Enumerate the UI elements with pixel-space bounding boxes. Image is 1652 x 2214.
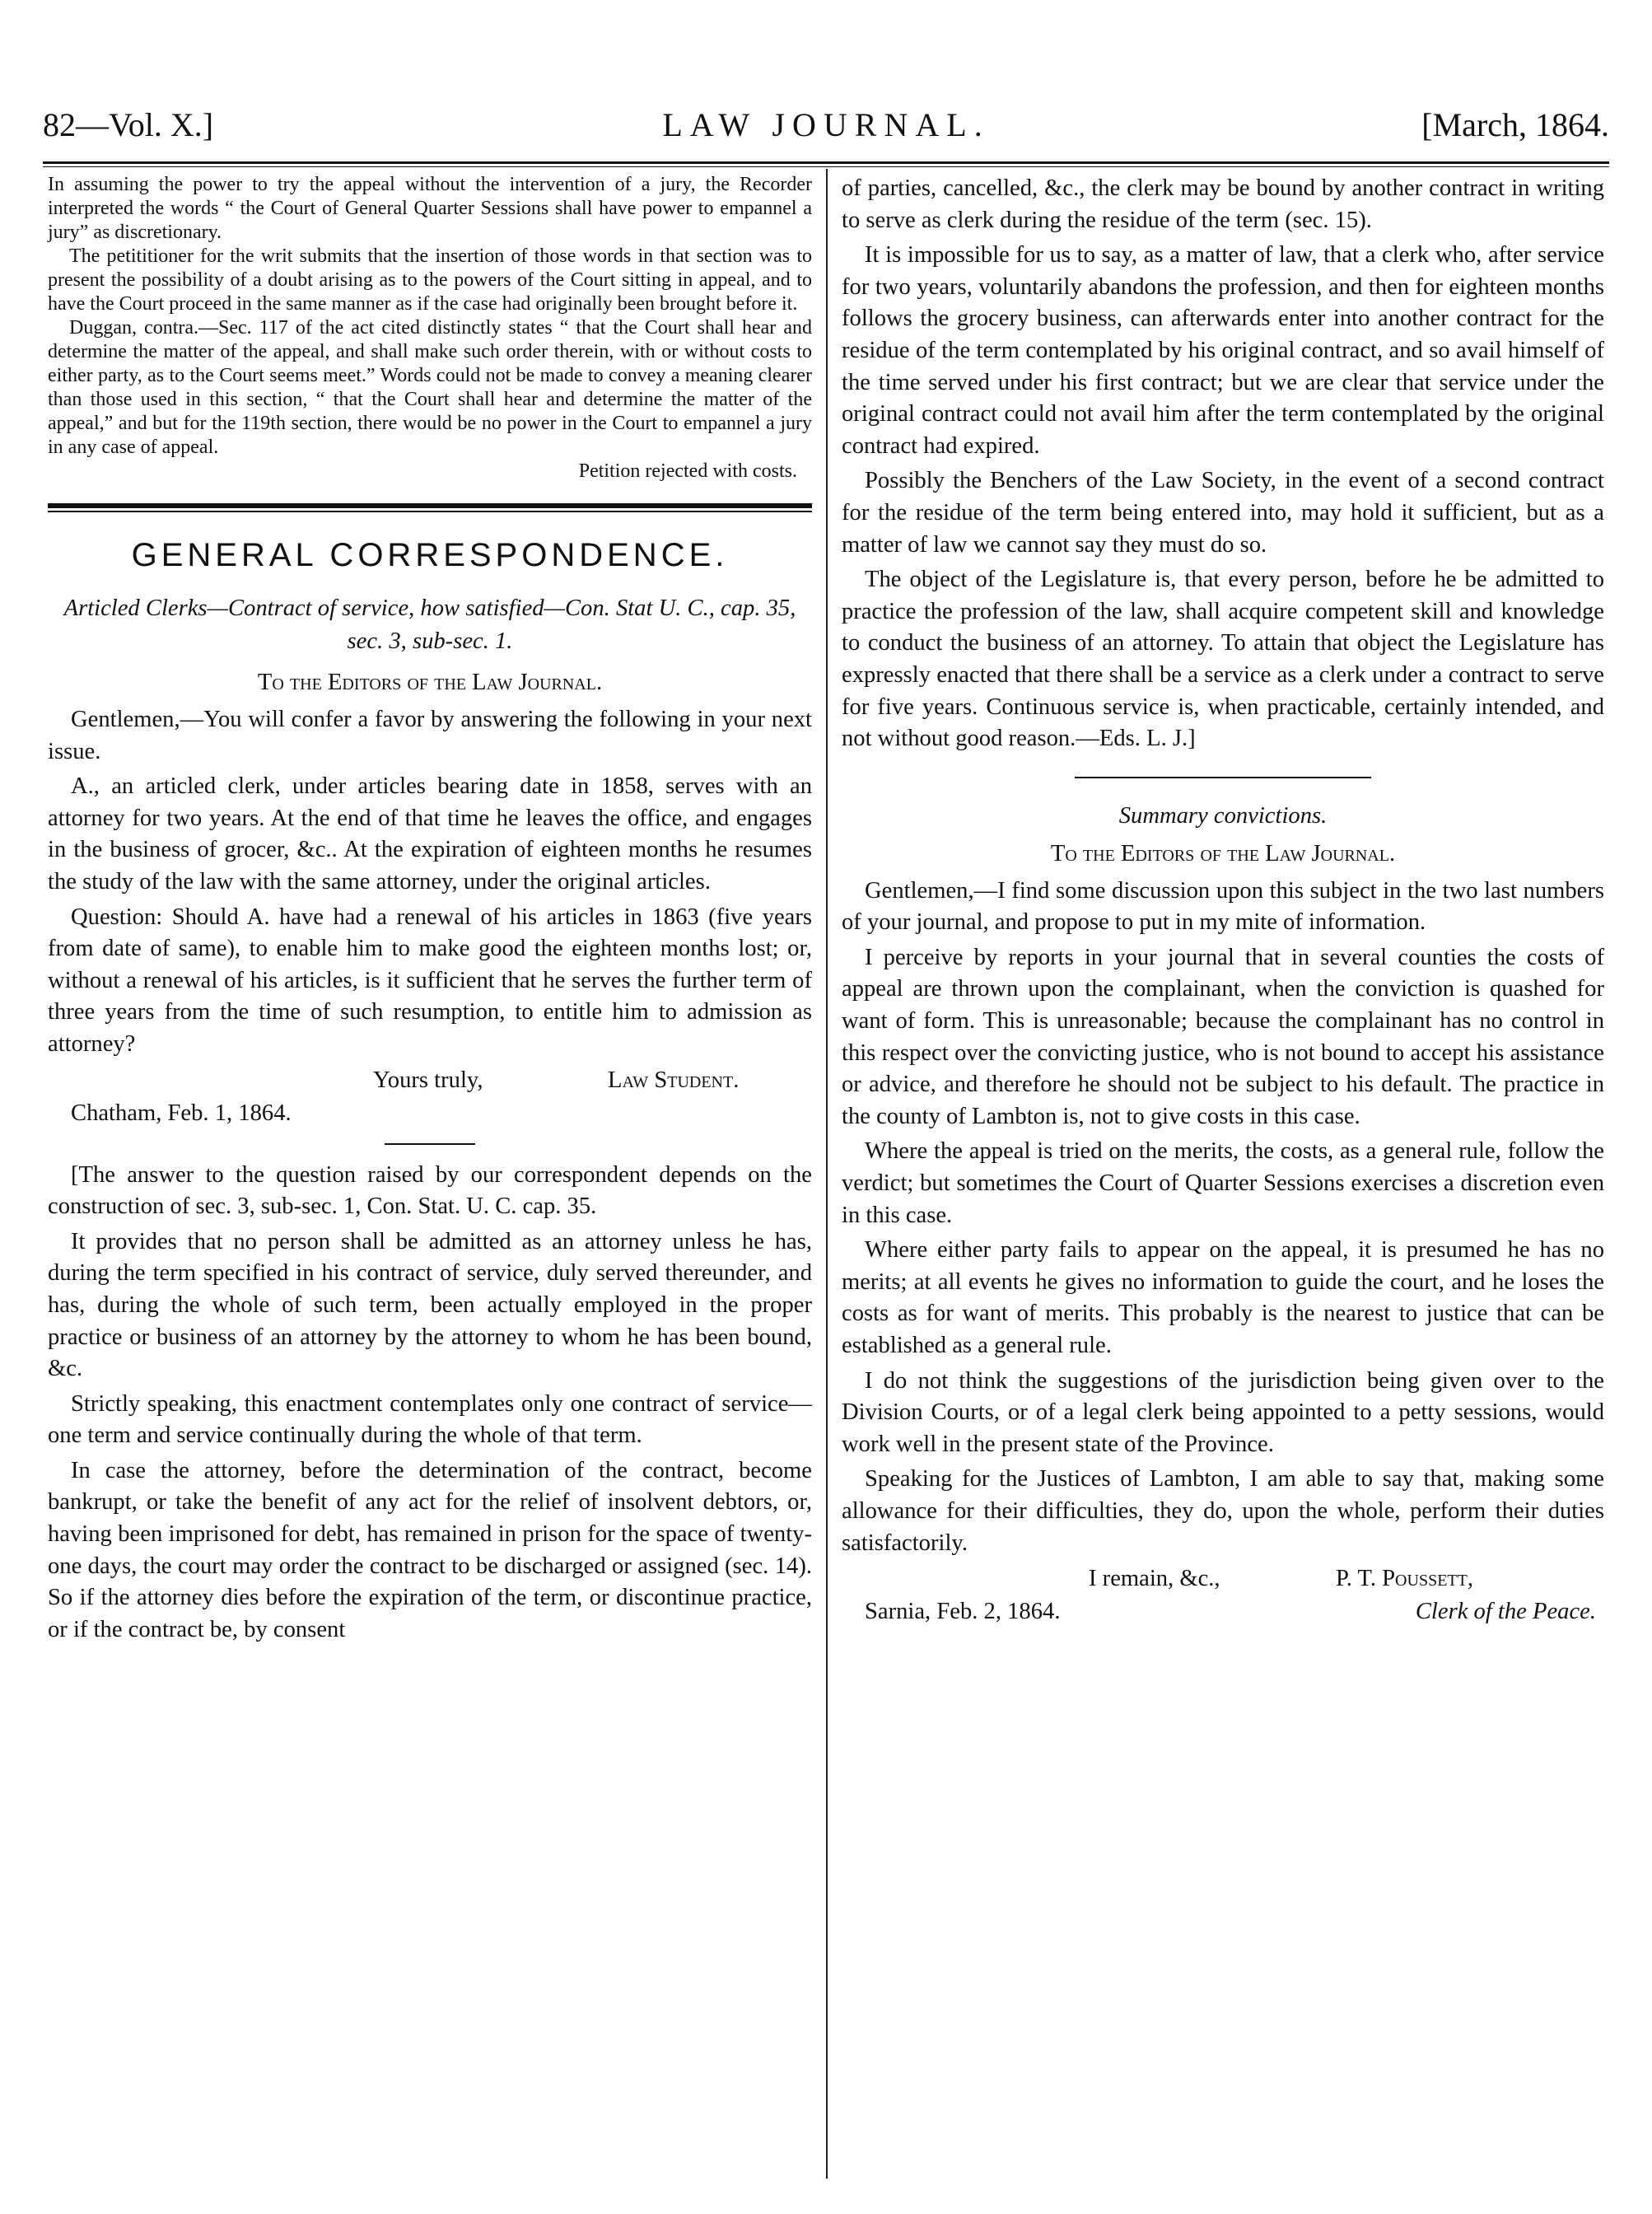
case-report-continuation	[48, 173, 812, 483]
report-paragraph: In assuming the power to try the appeal without the intervention of a jury, the Recorder interpreted the words “ the Court of General Quarter Sessions shall have power to empannel a jury” as discretionary.	[48, 174, 812, 243]
header-rule	[43, 161, 1609, 167]
letter-addressee: To the Editors of the Law Journal.	[1050, 840, 1396, 866]
report-closing: Petition rejected with costs.	[578, 460, 797, 482]
letter-signature: P. T. Poussett,	[1336, 1566, 1473, 1592]
answer-paragraph: It is impossible for us to say, as a matter of law, that a clerk who, after service for two years, voluntarily abandons the profession, and then for eighteen months follows the grocery business, can afterwards enter into another contract for the residue of the term contemplated by his original contract, and so avail himself of the time served under his first contract; but we are clear that service under the original contract could not avail him after the term contemplated by the original contract had expired.	[842, 242, 1604, 459]
section-title: GENERAL CORRESPONDENCE.	[131, 537, 729, 573]
left-column	[48, 173, 812, 1649]
letter-paragraph: Where either party fails to appear on the appeal, it is presumed he has no merits; at all events he gives no information to guide the court, and he loses the costs as for want of merits. This probably is the nearest to justice that can be established as a general rule.	[842, 1237, 1604, 1358]
letter-signoff: I remain, &c.,	[1089, 1566, 1220, 1592]
letter-signoff-row	[842, 1562, 1604, 1595]
answer-paragraph: of parties, cancelled, &c., the clerk may be bound by another contract in writing to serve as clerk during the residue of the term (sec. 15).	[842, 175, 1604, 233]
answer-paragraph: Possibly the Benchers of the Law Society, in the event of a second contract for the residue of the term being entered into, may hold it sufficient, but as a matter of law we cannot say they must do so.	[842, 468, 1604, 558]
letter-signature: Law Student.	[608, 1067, 740, 1093]
letter-place-date: Sarnia, Feb. 2, 1864.	[865, 1599, 1061, 1625]
editors-answer	[48, 1160, 812, 1646]
letter-paragraph: I perceive by reports in your journal that in several counties the costs of appeal are thrown upon the complainant, when the conviction is quashed for want of form. This is unreasonable; because the complainant has no control in this respect over the convicting justice, who is not bound to accept his assistance or advice, and therefore he should not be subject to his default. The practice in the county of Lambton is, not to give costs in this case.	[842, 944, 1604, 1129]
letter-paragraph: A., an articled clerk, under articles bearing date in 1858, serves with an attorney for two years. At the end of that time he leaves the office, and engages in the business of grocer, &c.. At the expiration of eighteen months he resumes the study of the law with the same attorney, under the original articles.	[48, 773, 812, 894]
answer-paragraph: [The answer to the question raised by our correspondent depends on the construction of sec. 3, sub-sec. 1, Con. Stat. U. C. cap. 35.	[48, 1161, 812, 1220]
page-header	[43, 105, 1609, 155]
letter-body	[842, 876, 1604, 1559]
letter-paragraph: I do not think the suggestions of the jurisdiction being given over to the Division Courts, or of a legal clerk being appointed to a petty sessions, would work well in the present state of the Province.	[842, 1367, 1604, 1457]
letter-paragraph: Question: Should A. have had a renewal of his articles in 1863 (five years from date of same), to enable him to make good the eighteen months lost; or, without a renewal of his articles, is it sufficient that he serves the further term of three years from the time of such resumption, to entitle him to admission as attorney?	[48, 904, 812, 1057]
letter-place-date: Chatham, Feb. 1, 1864.	[71, 1100, 292, 1126]
page-number-volume: 82—Vol. X.]	[43, 106, 214, 143]
answer-paragraph: It provides that no person shall be admitted as an attorney unless he has, during the term specified in his contract of service, duly served thereunder, and has, during the whole of such term, been actually employed in the proper practice or business of an attorney by the attorney to whom he has been bound, &c.	[48, 1228, 812, 1382]
answer-paragraph: In case the attorney, before the determination of the contract, become bankrupt, or take the benefit of any act for the relief of insolvent debtors, or, having been imprisoned for debt, has remained in prison for the space of twenty-one days, the court may order the contract to be discharged or assigned (sec. 14). So if the attorney dies before the expiration of the term, or discontinue practice, or if the contract be, by consent	[48, 1457, 812, 1642]
report-paragraph: Duggan, contra.—Sec. 117 of the act cited distinctly states “ that the Court shall hear and determine the matter of the appeal, and shall make such order therein, with or without costs to either party, as to the Court seems meet.” Words could not be made to convey a meaning clearer than those used in this section, “ that the Court shall hear and determine the matter of the appeal,” and but for the 119th section, there would be no power in the Court to empannel a jury in any case of appeal.	[48, 317, 812, 458]
letter-body	[48, 704, 812, 1061]
letter-signoff-row	[48, 1064, 812, 1097]
journal-title: LAW JOURNAL.	[662, 106, 990, 143]
letter-paragraph: Gentlemen,—I find some discussion upon this subject in the two last numbers of your journal, and propose to put in my mite of information.	[842, 877, 1604, 936]
letter-paragraph: Where the appeal is tried on the merits, the costs, as a general rule, follow the verdict; but sometimes the Court of Quarter Sessions exercises a discretion even in this case.	[842, 1138, 1604, 1228]
answer-paragraph: Strictly speaking, this enactment contemplates only one contract of service—one term and service continually during the whole of that term.	[48, 1390, 812, 1449]
letter-subject: Articled Clerks—Contract of service, how satisfied—Con. Stat U. C., cap. 35, sec. 3, sub-sec. 1.	[63, 596, 796, 654]
letter-place-row	[842, 1595, 1604, 1628]
editors-answer-continued	[842, 173, 1604, 755]
right-column	[842, 173, 1604, 1628]
letter-paragraph: Speaking for the Justices of Lambton, I am able to say that, making some allowance for their difficulties, they do, upon the whole, perform their duties satisfactorily.	[842, 1466, 1604, 1556]
letter-place-row	[48, 1097, 812, 1130]
column-divider	[826, 169, 828, 2179]
report-paragraph: The petititioner for the writ submits that the insertion of those words in that section was to present the possibility of a doubt arising as to the powers of the Court sitting in appeal, and to have the Court proceed in the same manner as if the case had originally been brought before it.	[48, 245, 812, 315]
letter-paragraph: Gentlemen,—You will confer a favor by answering the following in your next issue.	[48, 707, 812, 764]
short-rule	[385, 1143, 475, 1145]
letter-signer-title: Clerk of the Peace.	[1415, 1599, 1596, 1625]
answer-paragraph: The object of the Legislature is, that every person, before he be admitted to practice the profession of the law, shall acquire competent skill and knowledge to conduct the business of an attorney. To attain that object the Legislature has expressly enacted that there shall be a service as a clerk under a contract to serve for five years. Continuous service is, when practicable, certainly intended, and not without good reason.—Eds. L. J.]	[842, 567, 1604, 752]
section-rule	[1075, 777, 1371, 778]
letter-addressee: To the Editors of the Law Journal.	[257, 670, 603, 695]
issue-date: [March, 1864.	[1421, 106, 1609, 143]
section-rule	[48, 503, 812, 512]
letter-signoff: Yours truly,	[373, 1067, 483, 1093]
letter-subject: Summary convictions.	[1118, 802, 1328, 829]
